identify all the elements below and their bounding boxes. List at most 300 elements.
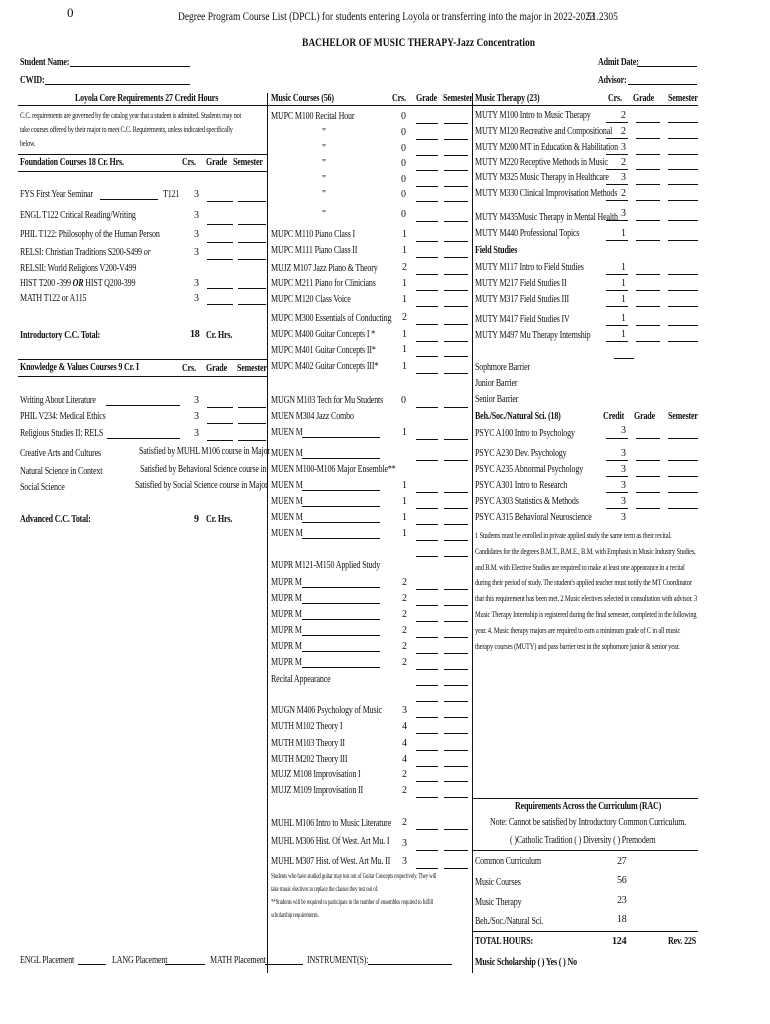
entry-field[interactable] (606, 274, 628, 275)
muen-field[interactable] (302, 522, 380, 523)
crs: 1 (402, 480, 407, 491)
crs: 3 (621, 448, 626, 459)
rac-options[interactable]: ( )Catholic Tradition ( ) Diversity ( ) Premodern (510, 835, 656, 846)
intro-total-unit: Cr. Hrs. (206, 330, 233, 341)
guitar2-label: MUPC M401 Guitar Concepts II* (271, 345, 376, 356)
column-divider-right (472, 93, 473, 973)
lang-placement-field[interactable] (165, 964, 205, 965)
entry-field[interactable] (444, 186, 468, 187)
entry-field[interactable] (444, 241, 468, 242)
entry-field[interactable] (444, 407, 468, 408)
entry-field[interactable] (416, 829, 438, 830)
entry-field[interactable] (416, 524, 438, 525)
crs: 3 (621, 142, 626, 153)
entry-field[interactable] (444, 460, 468, 461)
grade-field[interactable] (207, 201, 233, 202)
math-crs: 3 (194, 293, 199, 304)
grade-field[interactable] (207, 224, 233, 225)
muen-label: MUEN M (271, 496, 303, 507)
fys-code: T121 (163, 189, 180, 200)
entry-field[interactable] (416, 407, 438, 408)
semester-field[interactable] (238, 407, 266, 408)
entry-field[interactable] (606, 240, 628, 241)
crs: 1 (402, 427, 407, 438)
entry-field[interactable] (444, 701, 468, 702)
entry-field[interactable] (416, 669, 438, 670)
crs: 1 (402, 361, 407, 372)
mupr-field[interactable] (302, 603, 380, 604)
mupr-label: MUPR M (271, 577, 302, 588)
entry-field[interactable] (444, 637, 468, 638)
rels1-crs: 3 (194, 247, 199, 258)
total-hours-label: TOTAL HOURS: (475, 936, 534, 947)
entry-field[interactable] (444, 605, 468, 606)
entry-field[interactable] (668, 460, 698, 461)
entry-field[interactable] (668, 169, 698, 170)
entry-field[interactable] (668, 274, 698, 275)
mupr-label: MUPR M (271, 609, 302, 620)
crs: 1 (402, 528, 407, 539)
entry-field[interactable] (416, 274, 438, 275)
entry-field[interactable] (668, 184, 698, 185)
entry-field[interactable] (416, 356, 438, 357)
math-placement-field[interactable] (265, 964, 303, 965)
crs: 1 (621, 294, 626, 305)
piano2-label: MUPC M111 Piano Class II (271, 245, 358, 256)
entry-field[interactable] (416, 492, 438, 493)
mupr-label: MUPR M (271, 657, 302, 668)
crs: 3 (402, 838, 407, 849)
grade-field[interactable] (207, 242, 233, 243)
instrument-field[interactable] (368, 964, 452, 965)
entry-field[interactable] (444, 653, 468, 654)
entry-field[interactable] (668, 200, 698, 201)
entry-field[interactable] (606, 325, 628, 326)
entry-field[interactable] (444, 257, 468, 258)
engl-placement-field[interactable] (78, 964, 106, 965)
recital-crs: 0 (401, 209, 406, 220)
entry-field[interactable] (668, 341, 698, 342)
math-placement-label: MATH Placement (210, 955, 266, 966)
wal-field[interactable] (106, 405, 180, 406)
entry-field[interactable] (668, 492, 698, 493)
muty-m497: MUTY M497 Mu Therapy Internship (475, 330, 591, 341)
muhl307-label: MUHL M307 Hist. of West. Art Mu. II (271, 856, 391, 867)
muen-label: MUEN M (271, 480, 303, 491)
grade-field[interactable] (207, 423, 233, 424)
crs: 2 (402, 769, 407, 780)
summary-mc-value: 56 (617, 875, 627, 886)
entry-field[interactable] (636, 200, 660, 201)
muty-m417: MUTY M417 Field Studies IV (475, 314, 570, 325)
entry-field[interactable] (636, 154, 660, 155)
crs: 3 (621, 512, 626, 523)
phil-label: PHIL T122: Philosophy of the Human Person (20, 229, 160, 240)
piano-clin-label: MUPC M211 Piano for Clinicians (271, 278, 376, 289)
entry-field[interactable] (444, 274, 468, 275)
entry-field[interactable] (668, 220, 698, 221)
entry-field[interactable] (444, 850, 468, 851)
entry-field[interactable] (444, 797, 468, 798)
entry-field[interactable] (444, 781, 468, 782)
grade-field[interactable] (207, 259, 233, 260)
ditto-mark: " (322, 174, 326, 185)
entry-field[interactable] (636, 220, 660, 221)
entry-field[interactable] (444, 524, 468, 525)
entry-field[interactable] (444, 868, 468, 869)
recital-appearance-label: Recital Appearance (271, 674, 331, 685)
fys-field[interactable] (100, 199, 158, 200)
entry-field[interactable] (416, 186, 438, 187)
crs: 4 (402, 721, 407, 732)
recital-crs: 0 (401, 127, 406, 138)
crs: 1 (402, 294, 407, 305)
entry-field[interactable] (444, 139, 468, 140)
entry-field[interactable] (416, 241, 438, 242)
rels3-crs: 3 (194, 428, 199, 439)
crs: 3 (402, 856, 407, 867)
entry-field[interactable] (416, 508, 438, 509)
entry-field[interactable] (606, 122, 628, 123)
major-ens-label: MUEN M100-M106 Major Ensemble** (271, 464, 396, 475)
entry-field[interactable] (444, 556, 468, 557)
semester-field[interactable] (238, 224, 266, 225)
entry-field[interactable] (416, 621, 438, 622)
entry-field[interactable] (416, 653, 438, 654)
crs: 2 (402, 577, 407, 588)
program-subtitle: BACHELOR OF MUSIC THERAPY-Jazz Concentration (302, 35, 535, 49)
semester-field[interactable] (238, 288, 266, 289)
entry-field[interactable] (444, 439, 468, 440)
entry-field[interactable] (416, 540, 438, 541)
psyc-a230: PSYC A230 Dev. Psychology (475, 448, 567, 459)
muen-label: MUEN M (271, 528, 303, 539)
entry-field[interactable] (668, 122, 698, 123)
entry-field[interactable] (444, 290, 468, 291)
footnote: scholarship requirements. (271, 911, 319, 919)
entry-field[interactable] (416, 781, 438, 782)
grade-field[interactable] (207, 304, 233, 305)
entry-field[interactable] (606, 460, 628, 461)
foundation-heading: Foundation Courses 18 Cr. Hrs. (20, 157, 124, 168)
entry-field[interactable] (444, 324, 468, 325)
entry-field[interactable] (606, 438, 628, 439)
muty-m317: MUTY M317 Field Studies III (475, 294, 570, 305)
col-grade: Grade (416, 93, 437, 104)
entry-field[interactable] (444, 766, 468, 767)
student-name-field[interactable] (70, 66, 190, 67)
entry-field[interactable] (444, 733, 468, 734)
entry-field[interactable] (416, 685, 438, 686)
revision: Rev. 22S (668, 936, 697, 947)
grade-field[interactable] (207, 407, 233, 408)
improv1-label: MUJZ M108 Improvisation I (271, 769, 361, 780)
ditto-mark: " (322, 143, 326, 154)
entry-field[interactable] (636, 184, 660, 185)
socsci-note: Satisfied by Social Science course in Major (135, 480, 268, 491)
entry-field[interactable] (606, 138, 628, 139)
entry-field[interactable] (636, 508, 660, 509)
guitar1-label: MUPC M400 Guitar Concepts I * (271, 329, 376, 340)
entry-field[interactable] (416, 766, 438, 767)
crs: 3 (621, 464, 626, 475)
mupr-label: MUPR M (271, 625, 302, 636)
entry-field[interactable] (668, 438, 698, 439)
col-crs: Crs. (182, 157, 196, 168)
muen-field[interactable] (302, 437, 380, 438)
entry-field[interactable] (636, 138, 660, 139)
mupr-field[interactable] (302, 587, 380, 588)
entry-field[interactable] (416, 290, 438, 291)
col-semester: Semester (668, 93, 698, 104)
entry-field[interactable] (444, 829, 468, 830)
col-crs: Crs. (608, 93, 622, 104)
entry-field[interactable] (668, 476, 698, 477)
muty-m217: MUTY M217 Field Studies II (475, 278, 567, 289)
crs: 1 (621, 228, 626, 239)
entry-field[interactable] (606, 169, 628, 170)
entry-field[interactable] (636, 438, 660, 439)
mupr-label: MUPR M (271, 593, 302, 604)
entry-field[interactable] (416, 717, 438, 718)
mupr-field[interactable] (302, 635, 380, 636)
semester-field[interactable] (238, 242, 266, 243)
ccult-label: Creative Arts and Cultures (20, 448, 101, 459)
muen-field[interactable] (302, 490, 380, 491)
entry-field[interactable] (444, 306, 468, 307)
lang-placement-label: LANG Placement (112, 955, 168, 966)
crs: 4 (402, 738, 407, 749)
muen-field[interactable] (302, 458, 380, 459)
entry-field[interactable] (416, 306, 438, 307)
semester-field[interactable] (238, 423, 266, 424)
crs: 1 (402, 496, 407, 507)
rule (472, 850, 698, 851)
natsci-label: Natural Science in Context (20, 466, 103, 477)
entry-field[interactable] (668, 240, 698, 241)
entry-field[interactable] (416, 637, 438, 638)
mupr-field[interactable] (302, 619, 380, 620)
jazz-piano-label: MUJZ M107 Jazz Piano & Theory (271, 263, 378, 274)
music-scholarship[interactable]: Music Scholarship ( ) Yes ( ) No (475, 957, 577, 968)
entry-field[interactable] (636, 476, 660, 477)
phil2-crs: 3 (194, 411, 199, 422)
entry-field[interactable] (416, 850, 438, 851)
col-credit: Credit (603, 411, 625, 422)
entry-field[interactable] (416, 324, 438, 325)
entry-field[interactable] (416, 155, 438, 156)
guitar3-label: MUPC M402 Guitar Concepts III* (271, 361, 379, 372)
col-semester: Semester (443, 93, 473, 104)
entry-field[interactable] (416, 373, 438, 374)
entry-field[interactable] (668, 290, 698, 291)
entry-field[interactable] (416, 439, 438, 440)
cwid-field[interactable] (45, 84, 190, 85)
admit-date-field[interactable] (637, 66, 697, 67)
entry-field[interactable] (636, 274, 660, 275)
muty-m220: MUTY M220 Receptive Methods in Music (475, 157, 608, 168)
entry-field[interactable] (416, 221, 438, 222)
entry-field[interactable] (636, 122, 660, 123)
entry-field[interactable] (444, 123, 468, 124)
entry-field[interactable] (416, 556, 438, 557)
rule (472, 798, 698, 799)
entry-field[interactable] (606, 220, 628, 221)
entry-field[interactable] (416, 201, 438, 202)
col-semester: Semester (237, 363, 267, 374)
semester-field[interactable] (238, 304, 266, 305)
crs: 2 (402, 785, 407, 796)
entry-field[interactable] (444, 717, 468, 718)
entry-field[interactable] (636, 460, 660, 461)
entry-field[interactable] (416, 341, 438, 342)
entry-field[interactable] (444, 492, 468, 493)
crs: 3 (621, 496, 626, 507)
mt-heading: Music Therapy (23) (475, 93, 540, 104)
mupr-field[interactable] (302, 651, 380, 652)
total-hours-value: 124 (612, 936, 627, 947)
muen-label: MUEN M (271, 448, 303, 459)
entry-field[interactable] (444, 170, 468, 171)
rels1-label: RELSI: Christian Traditions S200-S499 or (20, 247, 151, 258)
entry-field[interactable] (606, 476, 628, 477)
crs: 4 (402, 754, 407, 765)
entry-field[interactable] (416, 868, 438, 869)
entry-field[interactable] (606, 200, 628, 201)
entry-field[interactable] (416, 139, 438, 140)
entry-field[interactable] (606, 306, 628, 307)
semester-field[interactable] (238, 440, 266, 441)
hist-crs: 3 (194, 278, 199, 289)
entry-field[interactable] (444, 589, 468, 590)
entry-field[interactable] (444, 341, 468, 342)
entry-field[interactable] (668, 154, 698, 155)
crs: 3 (621, 425, 626, 436)
improv2-label: MUJZ M109 Improvisation II (271, 785, 364, 796)
entry-field[interactable] (416, 605, 438, 606)
entry-field[interactable] (416, 170, 438, 171)
crs: 1 (402, 229, 407, 240)
entry-field[interactable] (444, 155, 468, 156)
entry-field[interactable] (668, 508, 698, 509)
entry-field[interactable] (444, 685, 468, 686)
entry-field[interactable] (444, 540, 468, 541)
recital-crs: 0 (401, 111, 406, 122)
adv-total-unit: Cr. Hrs. (206, 514, 233, 525)
phil-crs: 3 (194, 229, 199, 240)
crs: 1 (402, 344, 407, 355)
entry-field[interactable] (636, 492, 660, 493)
math-label: MATH T122 or A115 (20, 293, 87, 304)
muty-m325: MUTY M325 Music Therapy in Healthcare (475, 172, 609, 183)
rule (18, 154, 267, 155)
entry-field[interactable] (614, 358, 634, 359)
entry-field[interactable] (636, 306, 660, 307)
mupr-field[interactable] (302, 667, 380, 668)
ditto-mark: " (322, 209, 326, 220)
entry-field[interactable] (668, 306, 698, 307)
entry-field[interactable] (416, 750, 438, 751)
crs: 1 (621, 313, 626, 324)
crs: 2 (621, 157, 626, 168)
entry-field[interactable] (416, 257, 438, 258)
grade-field[interactable] (207, 440, 233, 441)
entry-field[interactable] (444, 508, 468, 509)
advisor-field[interactable] (628, 84, 697, 85)
entry-field[interactable] (636, 169, 660, 170)
mupr-label: MUPR M (271, 641, 302, 652)
entry-field[interactable] (636, 341, 660, 342)
conducting-label: MUPC M300 Essentials of Conducting (271, 313, 392, 324)
muty-m100: MUTY M100 Intro to Music Therapy (475, 110, 591, 121)
entry-field[interactable] (444, 356, 468, 357)
entry-field[interactable] (416, 733, 438, 734)
rule (18, 376, 267, 377)
rels3-field[interactable] (107, 438, 180, 439)
piano1-label: MUPC M110 Piano Class I (271, 229, 356, 240)
psyc-a100: PSYC A100 Intro to Psychology (475, 428, 575, 439)
junior-barrier: Junior Barrier (475, 378, 518, 389)
semester-field[interactable] (238, 259, 266, 260)
entry-field[interactable] (416, 701, 438, 702)
entry-field[interactable] (444, 201, 468, 202)
music-heading: Music Courses (56) (271, 93, 334, 104)
entry-field[interactable] (444, 221, 468, 222)
field-studies-heading: Field Studies (475, 245, 518, 256)
crs: 2 (402, 609, 407, 620)
footnote: take music electives to replace the classes they test out of. (271, 885, 379, 893)
crs: 0 (401, 395, 406, 406)
entry-field[interactable] (444, 750, 468, 751)
recital-crs: 0 (401, 143, 406, 154)
header-rule (18, 105, 698, 106)
entry-field[interactable] (444, 373, 468, 374)
entry-field[interactable] (636, 325, 660, 326)
muen-field[interactable] (302, 538, 380, 539)
engl-crs: 3 (194, 210, 199, 221)
core-heading: Loyola Core Requirements 27 Credit Hours (75, 93, 219, 104)
crs: 1 (402, 329, 407, 340)
entry-field[interactable] (416, 123, 438, 124)
entry-field[interactable] (416, 460, 438, 461)
recital-crs: 0 (401, 189, 406, 200)
summary-mt-label: Music Therapy (475, 897, 522, 908)
entry-field[interactable] (606, 492, 628, 493)
entry-field[interactable] (416, 797, 438, 798)
muhl306-label: MUHL M306 Hist. Of West. Art Mu. I (271, 836, 390, 847)
entry-field[interactable] (668, 138, 698, 139)
entry-field[interactable] (606, 290, 628, 291)
entry-field[interactable] (444, 621, 468, 622)
entry-field[interactable] (668, 325, 698, 326)
entry-field[interactable] (416, 589, 438, 590)
page-title: Degree Program Course List (DPCL) for students entering Loyola or transferring into the major in 2022-2023 (178, 9, 595, 23)
student-name-label: Student Name: (20, 57, 70, 68)
entry-field[interactable] (636, 290, 660, 291)
entry-field[interactable] (606, 154, 628, 155)
engl-label: ENGL T122 Critical Reading/Writing (20, 210, 136, 221)
entry-field[interactable] (606, 341, 628, 342)
grade-field[interactable] (207, 288, 233, 289)
entry-field[interactable] (606, 508, 628, 509)
entry-field[interactable] (444, 669, 468, 670)
entry-field[interactable] (606, 184, 628, 185)
muen-field[interactable] (302, 506, 380, 507)
entry-field[interactable] (636, 240, 660, 241)
cwid-label: CWID: (20, 75, 45, 86)
muhl106-label: MUHL M106 Intro to Music Literature (271, 818, 392, 829)
semester-field[interactable] (238, 201, 266, 202)
